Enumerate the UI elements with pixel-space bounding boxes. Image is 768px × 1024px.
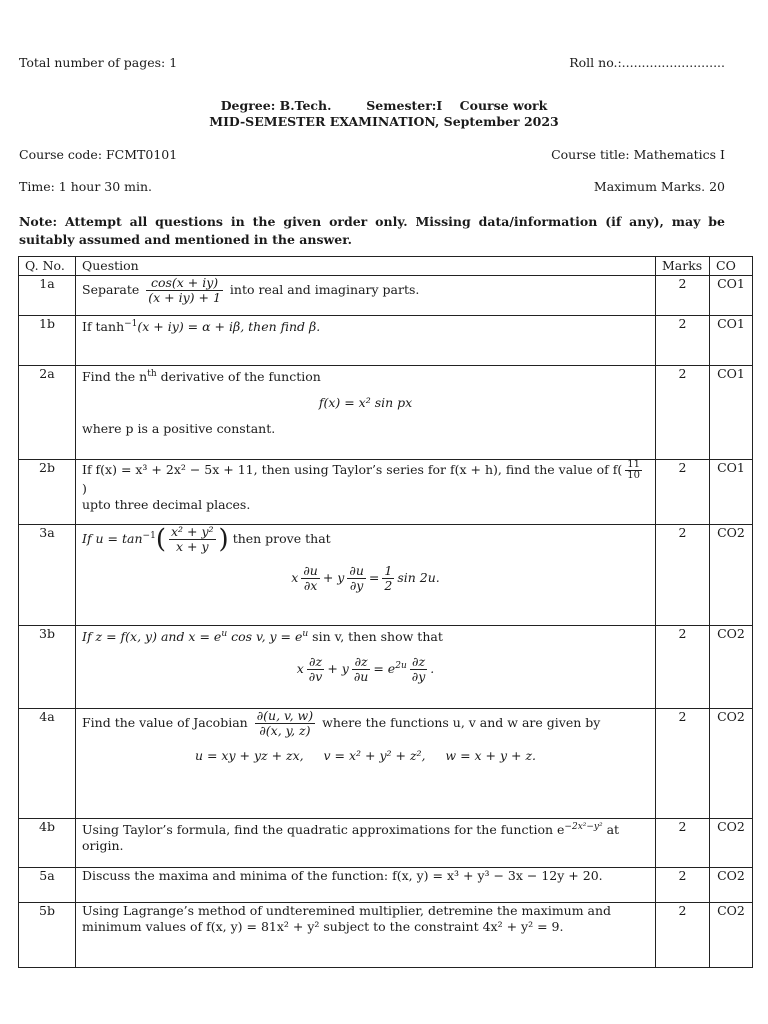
degree-line: Degree: B.Tech. Semester:I Course work — [220, 98, 548, 113]
question-text: into real and imaginary parts. — [229, 282, 420, 297]
table-row — [19, 868, 753, 903]
question-cell — [76, 366, 656, 460]
co-cell: CO1 — [710, 366, 753, 460]
question-text: where the functions u, v and w are given by — [322, 715, 601, 730]
qno-cell: 4a — [19, 709, 76, 819]
fraction — [169, 525, 216, 554]
display-equation — [82, 655, 649, 684]
eq-term: + y — [322, 570, 345, 585]
qno-cell: 3a — [19, 525, 76, 626]
course-code: Course code: FCMT0101 — [19, 147, 178, 162]
marks-cell: 2 — [656, 868, 710, 903]
qno-cell: 1b — [19, 316, 76, 366]
marks-cell: 2 — [656, 709, 710, 819]
fraction-numerator: ∂z — [307, 655, 325, 670]
eq-term: x — [291, 570, 299, 585]
fraction-numerator: 11 — [627, 459, 640, 470]
question-text: upto three decimal places. — [82, 497, 251, 512]
table-header-row — [19, 257, 753, 276]
question-text: If tanh — [82, 319, 125, 335]
fraction-numerator: ∂u — [349, 563, 364, 578]
fraction-numerator: 1 — [384, 563, 393, 578]
question-text: ) — [82, 481, 87, 496]
question-cell — [76, 525, 656, 626]
marks-cell: 2 — [656, 276, 710, 316]
fraction-numerator: ∂z — [410, 655, 428, 670]
fraction — [146, 276, 223, 305]
question-text: (x + iy) = α + iβ, then find β. — [137, 319, 321, 335]
header-question: Question — [76, 257, 656, 276]
total-pages: Total number of pages: 1 — [19, 55, 178, 70]
marks-cell: 2 — [656, 626, 710, 709]
marks-cell: 2 — [656, 903, 710, 968]
question-text: Find the n — [82, 369, 148, 385]
superscript: −1 — [124, 319, 138, 329]
superscript: −2x²−y² — [564, 822, 603, 832]
question-text: If f(x) = x³ + 2x² − 5x + 11, then using Taylor’s series for f(x + h), find the value of f( — [82, 462, 623, 477]
fraction-denominator: ∂v — [308, 669, 323, 685]
instructions-note: Note: Attempt all questions in the given order only. Missing data/information (if any), may be suitably assumed and mentioned in the answer. — [19, 214, 725, 247]
co-cell: CO2 — [710, 709, 753, 819]
header-top-row — [19, 55, 725, 70]
question-cell — [76, 868, 656, 903]
question-text: If z = f(x, y) and x = e — [82, 629, 222, 645]
qno-cell: 5b — [19, 903, 76, 968]
time-row — [19, 179, 725, 194]
roll-no: Roll no.:.......................... — [569, 55, 725, 70]
fraction-numerator: ∂u — [303, 563, 318, 578]
eq-term: sin 2u. — [397, 570, 440, 585]
table-row — [19, 276, 753, 316]
header-co: CO — [710, 257, 753, 276]
display-equation: f(x) = x² sin px — [318, 395, 413, 411]
fraction-numerator: ∂(u, v, w) — [256, 708, 314, 723]
right-paren: ) — [218, 524, 229, 555]
fraction-denominator: ∂x — [303, 578, 318, 593]
table-row — [19, 626, 753, 709]
course-row — [19, 147, 725, 162]
fraction-numerator: ∂z — [352, 655, 371, 670]
question-text: Find the value of Jacobian — [82, 715, 248, 730]
question-text: derivative of the function — [156, 369, 321, 385]
fraction — [410, 655, 428, 684]
qno-cell: 2a — [19, 366, 76, 460]
course-title: Course title: Mathematics I — [551, 147, 725, 162]
eq-term: x — [296, 661, 304, 677]
fraction-denominator: x + y — [175, 539, 209, 554]
qno-cell: 3b — [19, 626, 76, 709]
eq-term: + y — [327, 661, 349, 677]
fraction-denominator: ∂y — [349, 578, 364, 593]
eq-term: = e — [373, 661, 396, 677]
question-cell — [76, 316, 656, 366]
max-marks: Maximum Marks. 20 — [593, 179, 725, 194]
question-text: at origin. — [82, 822, 620, 854]
question-cell — [76, 903, 656, 968]
header-qno: Q. No. — [19, 257, 76, 276]
fraction — [301, 564, 320, 593]
question-text: Using Taylor’s formula, find the quadratic approximations for the function e — [82, 822, 565, 838]
superscript: u — [302, 629, 309, 639]
superscript: 2u — [395, 661, 407, 671]
fraction — [347, 564, 366, 593]
exam-title: MID-SEMESTER EXAMINATION, September 2023 — [209, 114, 559, 129]
question-text: Separate — [82, 282, 140, 297]
left-paren: ( — [155, 524, 166, 555]
co-cell: CO2 — [710, 626, 753, 709]
question-cell — [76, 276, 656, 316]
question-text: cos v, y = e — [227, 629, 303, 645]
marks-cell: 2 — [656, 525, 710, 626]
fraction-denominator: ∂(x, y, z) — [259, 723, 311, 738]
fraction-numerator: cos(x + iy) — [146, 276, 223, 291]
co-cell: CO1 — [710, 316, 753, 366]
table-row — [19, 366, 753, 460]
fraction — [307, 655, 325, 684]
superscript: u — [221, 629, 228, 639]
table-row — [19, 525, 753, 626]
fraction-denominator: 10 — [627, 470, 640, 481]
fraction-denominator: ∂y — [411, 669, 426, 685]
question-cell — [76, 819, 656, 868]
table-row — [19, 709, 753, 819]
fraction-numerator: x² + y² — [170, 524, 214, 539]
fraction — [352, 655, 371, 684]
eq-term: . — [430, 661, 435, 677]
fraction — [625, 460, 642, 481]
co-cell: CO1 — [710, 276, 753, 316]
display-equation: u = xy + yz + zx, v = x² + y² + z², w = x + y + z. — [194, 748, 537, 763]
display-equation — [82, 564, 649, 593]
co-cell: CO2 — [710, 903, 753, 968]
fraction-denominator: (x + iy) + 1 — [148, 290, 221, 305]
marks-cell: 2 — [656, 366, 710, 460]
fraction — [382, 564, 394, 593]
table-row — [19, 903, 753, 968]
co-cell: CO2 — [710, 525, 753, 626]
question-cell — [76, 709, 656, 819]
qno-cell: 4b — [19, 819, 76, 868]
question-text: sin v, then show that — [308, 629, 443, 645]
table-row — [19, 819, 753, 868]
eq-term: = — [368, 570, 380, 585]
marks-cell: 2 — [656, 819, 710, 868]
co-cell: CO2 — [710, 819, 753, 868]
fraction-denominator: ∂u — [353, 669, 369, 685]
marks-cell: 2 — [656, 460, 710, 525]
question-text: Using Lagrange’s method of undteremined multiplier, detremine the maximum and minimum values of f(x, y) = 81x² + y² subject to the constraint 4x² + y² = 9. — [82, 903, 612, 934]
co-cell: CO2 — [710, 868, 753, 903]
question-text: where p is a positive constant. — [82, 421, 276, 437]
table-row — [19, 460, 753, 525]
exam-time: Time: 1 hour 30 min. — [19, 179, 153, 194]
fraction — [255, 709, 315, 738]
marks-cell: 2 — [656, 316, 710, 366]
qno-cell: 5a — [19, 868, 76, 903]
superscript: th — [147, 369, 157, 379]
header-marks: Marks — [656, 257, 710, 276]
qno-cell: 1a — [19, 276, 76, 316]
question-text: If u = tan — [82, 531, 143, 546]
question-cell — [76, 460, 656, 525]
question-cell — [76, 626, 656, 709]
qno-cell: 2b — [19, 460, 76, 525]
question-table — [18, 256, 753, 968]
question-text: Discuss the maxima and minima of the function: f(x, y) = x³ + y³ − 3x − 12y + 20. — [82, 868, 603, 883]
superscript: −1 — [142, 530, 156, 541]
question-text: then prove that — [232, 531, 331, 546]
co-cell: CO1 — [710, 460, 753, 525]
table-row — [19, 316, 753, 366]
fraction-denominator: 2 — [384, 578, 393, 593]
